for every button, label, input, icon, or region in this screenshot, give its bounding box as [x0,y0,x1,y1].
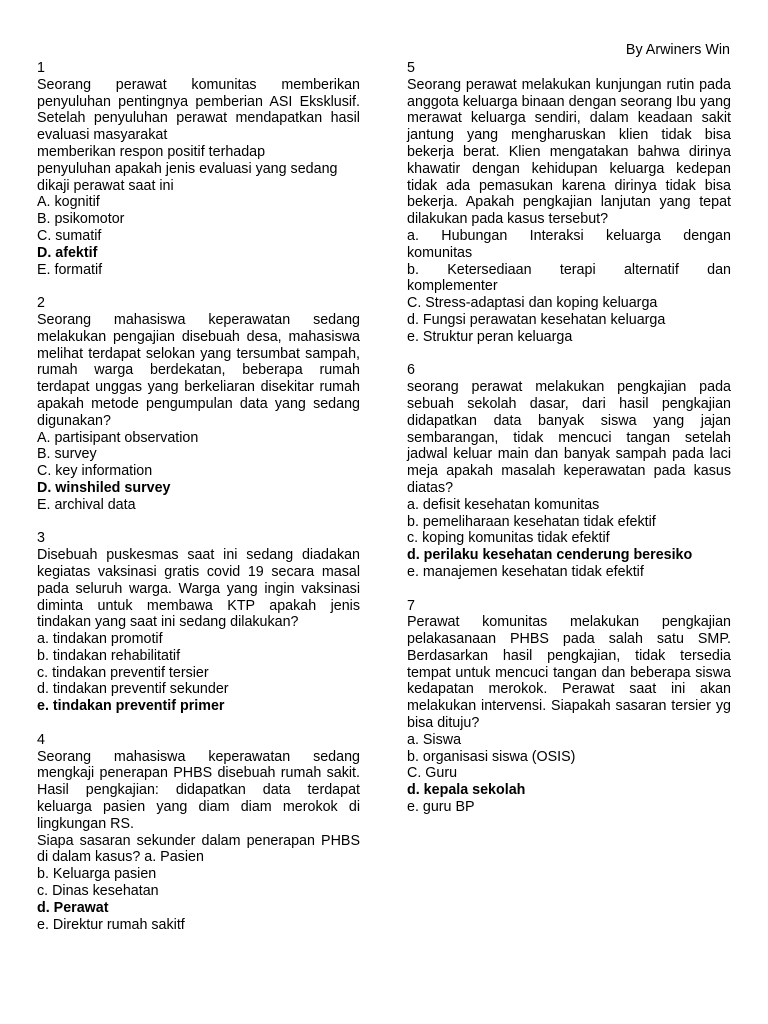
option-a-line [407,228,731,245]
question-1 [37,60,360,278]
option-e-answer: e. tindakan preventif primer [37,698,225,715]
question-7 [407,598,731,816]
question-text-line: Siapa sasaran sekunder dalam penerapan PHBS di dalam kasus? a. Pasien [37,832,360,866]
option-c: C. sumatif [37,227,102,244]
option-b-word: b. [407,261,419,278]
option-e: E. archival data [37,496,136,513]
option-b-word: Ketersediaan [447,261,532,278]
option-c: C. key information [37,463,153,480]
question-text: Seorang mahasiswa keperawatan sedang melakukan pengajian disebuah desa, mahasiswa melihat terdapat selokan yang tersumbat sampah, rumah warga berdekatan, beberapa rumah terdapat unggas yang berkeliaran disekitar rumah apakah metode pengumpulan data yang sedang digunakan? [37,311,360,429]
option-e: e. Direktur rumah sakitf [37,916,185,933]
question-text: Disebuah puskesmas saat ini sedang diadakan kegiatas vaksinasi gratis covid 19 secara masal pada seluruh warga. Warga yang ingin vaksinasi diminta untuk membawa KTP apakah jenis tindakan yang saat ini sedang dilakukan? [37,547,360,631]
option-e: E. formatif [37,261,103,278]
option-b-continued: komplementer [407,278,498,295]
option-d-answer: d. kepala sekolah [407,782,526,799]
question-3 [37,530,360,715]
option-b: b. tindakan rehabilitatif [37,647,181,664]
option-c: C. Guru [407,765,458,782]
option-c: c. tindakan preventif tersier [37,664,209,681]
question-number: 6 [407,362,415,379]
option-a-word: keluarga [606,227,661,244]
question-text-line: memberikan respon positif terhadap [37,143,266,160]
question-text: Seorang perawat melakukan kunjungan rutin pada anggota keluarga binaan dengan seorang Ibu yang merawat keluarga sendiri, dalam keadaan sakit jantung yang mengharuskan klien tidak bisa bekerja berat. Klien mengatakan bahwa dirinya khawatir dengan kehidupan keluarga kedepan tidak ada pemasukan karena dirinya tidak bisa bekerja. Apakah pengkajian lanjutan yang tepat dilakukan pada kasus tersebut? [407,76,731,228]
question-number: 5 [407,60,415,76]
option-b: B. psikomotor [37,211,125,228]
option-a: a. defisit kesehatan komunitas [407,496,600,513]
option-d: d. tindakan preventif sekunder [37,681,229,698]
option-a-continued: komunitas [407,244,473,261]
question-number: 4 [37,731,45,748]
option-b: b. organisasi siswa (OSIS) [407,748,576,765]
option-a: a. Siswa [407,731,462,748]
question-number: 2 [37,295,45,312]
option-e: e. Struktur peran keluarga [407,328,573,345]
option-c: C. Stress-adaptasi dan koping keluarga [407,295,658,312]
option-d-answer: D. afektif [37,244,98,261]
option-d: d. Fungsi perawatan kesehatan keluarga [407,311,666,328]
option-a-word: a. [407,227,419,244]
question-4 [37,732,360,934]
option-b-line [407,262,731,279]
question-text: Perawat komunitas melakukan pengkajian pelakasanaan PHBS pada salah satu SMP. Berdasarkan hasil pengkajian, tidak tersedia tempat untuk mencuci tangan dan beberapa siswa kedapatan merokok. Perawat saat ini akan melakukan intervensi. Siapakah sasaran tersier yg bisa dituju? [407,614,731,732]
option-a: A. kognitif [37,194,100,211]
question-2 [37,295,360,513]
option-a: A. partisipant observation [37,429,199,446]
question-text-line: penyuluhan apakah jenis evaluasi yang sedang dikaji perawat saat ini [37,160,338,194]
left-column [37,60,360,950]
option-b: B. survey [37,446,97,463]
option-a-word: Hubungan [441,227,508,244]
option-a-word: dengan [683,227,731,244]
question-number: 7 [407,597,415,614]
author-credit: By Arwiners Win [625,42,730,58]
option-d-answer: d. perilaku kesehatan cenderung beresiko [407,547,693,564]
option-b-word: alternatif [623,261,679,278]
option-b-word: dan [707,261,731,278]
question-text: Seorang perawat komunitas memberikan penyuluhan pentingnya pemberian ASI Eksklusif. Setelah penyuluhan perawat mendapatkan hasil evaluasi masyarakat [37,76,360,144]
question-5 [407,60,731,346]
question-number: 3 [37,530,45,547]
question-text: seorang perawat melakukan pengkajian pada sebuah sekolah dasar, dari hasil pengkajian didapatkan data banyak siswa yang jajan sembarangan, tidak mencuci tangan setelah jadwal keluar main dan banyak sampah pada laci meja apakah masalah keperawatan pada kasus diatas? [407,379,731,496]
option-a-word: Interaksi [529,227,584,244]
option-a: a. tindakan promotif [37,631,163,648]
option-b: b. Keluarga pasien [37,866,157,883]
option-e: e. manajemen kesehatan tidak efektif [407,563,644,580]
option-c: c. Dinas kesehatan [37,883,159,900]
question-text: Seorang mahasiswa keperawatan sedang mengkaji penerapan PHBS disebuah rumah sakit. Hasil pengkajian: didapatkan data terdapat keluarga pasien yang diam diam merokok di lingkungan RS. [37,748,360,832]
right-column [407,60,731,833]
option-d-answer: d. Perawat [37,899,109,916]
question-number: 1 [37,60,45,76]
option-d-answer: D. winshiled survey [37,479,171,496]
question-6 [407,362,731,580]
option-b: b. pemeliharaan kesehatan tidak efektif [407,513,656,530]
option-e: e. guru BP [407,799,475,816]
option-b-word: terapi [559,261,596,278]
option-c: c. koping komunitas tidak efektif [407,530,610,547]
